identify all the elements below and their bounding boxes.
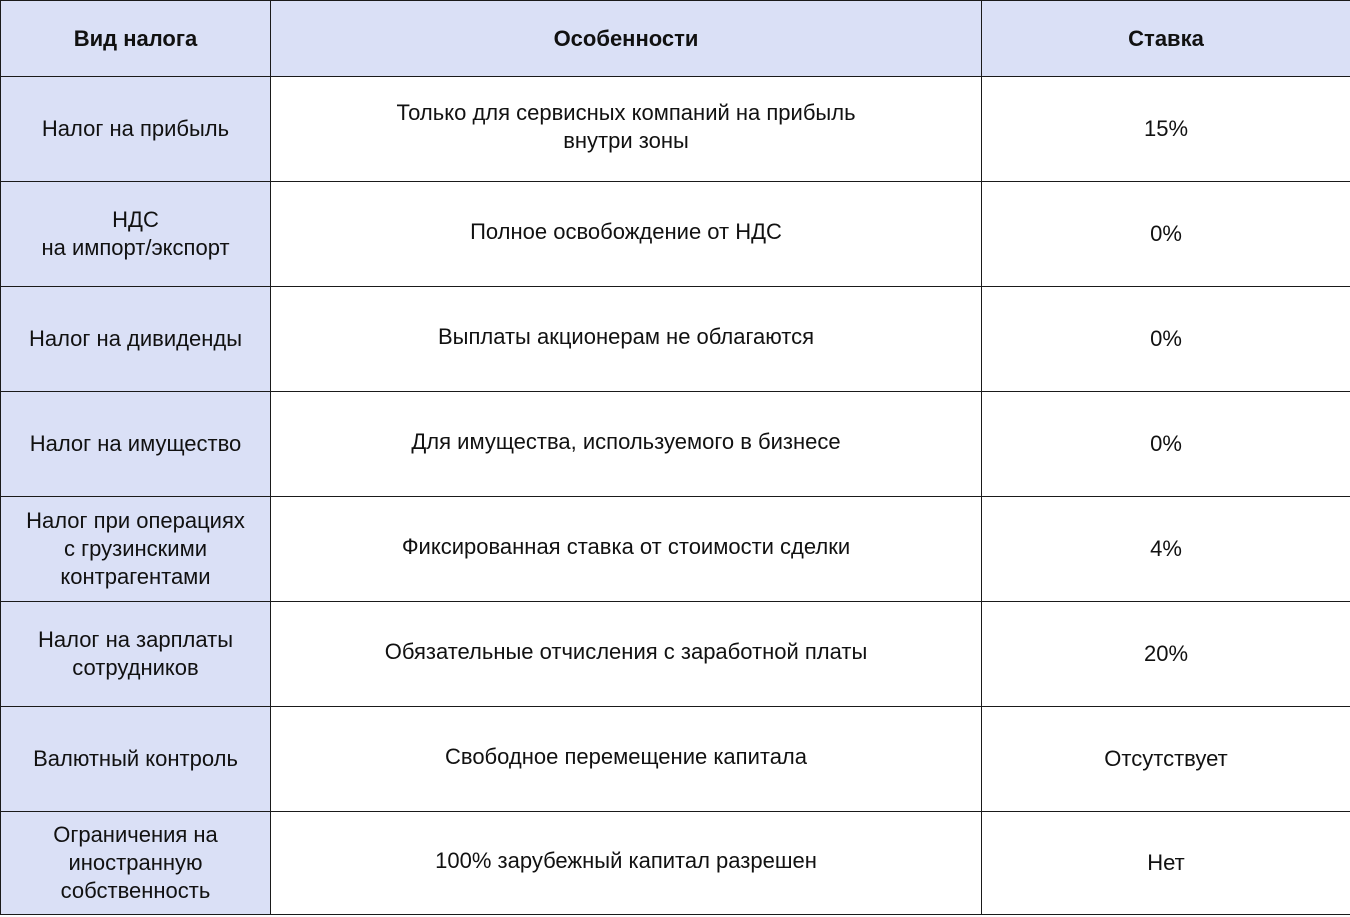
rate-cell (982, 77, 1350, 182)
feature-cell (271, 707, 982, 812)
rate-cell (982, 497, 1350, 602)
table-row (1, 77, 1350, 182)
table-row (1, 182, 1350, 287)
tax-type-cell (1, 182, 271, 287)
rate-text: Нет (1147, 850, 1185, 875)
header-tax-type: Вид налога (1, 1, 271, 77)
rate-text: 4% (1150, 536, 1182, 561)
tax-type-cell (1, 707, 271, 812)
tax-type-text: НДС на импорт/экспорт (41, 207, 230, 260)
feature-text: Свободное перемещение капитала (444, 744, 808, 769)
tax-type-text: Налог на прибыль (41, 116, 230, 141)
tax-type-cell (1, 812, 271, 915)
feature-text: 100% зарубежный капитал разрешен (435, 848, 817, 873)
rate-text: 20% (1143, 641, 1189, 666)
feature-cell (271, 392, 982, 497)
feature-text: Полное освобождение от НДС (470, 219, 782, 244)
tax-type-text: Налог на имущество (29, 431, 242, 456)
tax-type-cell (1, 602, 271, 707)
rate-text: Отсутствует (1104, 746, 1228, 771)
rate-text: 0% (1150, 221, 1182, 246)
tax-type-cell (1, 497, 271, 602)
rate-text: 15% (1143, 116, 1189, 141)
header-row (1, 1, 1350, 77)
feature-text: Выплаты акционерам не облагаются (437, 324, 815, 349)
rate-text: 0% (1150, 431, 1182, 456)
table-row (1, 602, 1350, 707)
rate-text: 0% (1150, 326, 1182, 351)
feature-text: Для имущества, используемого в бизнесе (411, 429, 841, 454)
tax-type-text: Налог при операциях с грузинскими контрагентами (26, 508, 245, 589)
feature-text: Обязательные отчисления с заработной платы (384, 639, 868, 664)
table-row (1, 707, 1350, 812)
rate-cell (982, 707, 1350, 812)
tax-type-cell (1, 392, 271, 497)
feature-cell (271, 182, 982, 287)
table-row (1, 497, 1350, 602)
feature-cell (271, 77, 982, 182)
rate-cell (982, 392, 1350, 497)
header-features: Особенности (271, 1, 982, 77)
rate-cell (982, 602, 1350, 707)
table-row (1, 287, 1350, 392)
feature-cell (271, 812, 982, 915)
header-rate: Ставка (982, 1, 1350, 77)
tax-type-text: Валютный контроль (33, 746, 238, 771)
feature-text: Только для сервисных компаний на прибыль внутри зоны (396, 100, 856, 153)
feature-text: Фиксированная ставка от стоимости сделки (401, 534, 851, 559)
rate-cell (982, 812, 1350, 915)
tax-type-cell (1, 77, 271, 182)
feature-cell (271, 497, 982, 602)
tax-type-text: Налог на дивиденды (28, 326, 243, 351)
tax-type-text: Налог на зарплаты сотрудников (37, 627, 234, 680)
rate-cell (982, 287, 1350, 392)
rate-cell (982, 182, 1350, 287)
feature-cell (271, 602, 982, 707)
table-row (1, 392, 1350, 497)
feature-cell (271, 287, 982, 392)
tax-type-text: Ограничения на иностранную собственность (53, 822, 218, 903)
tax-type-cell (1, 287, 271, 392)
table-row (1, 812, 1350, 915)
